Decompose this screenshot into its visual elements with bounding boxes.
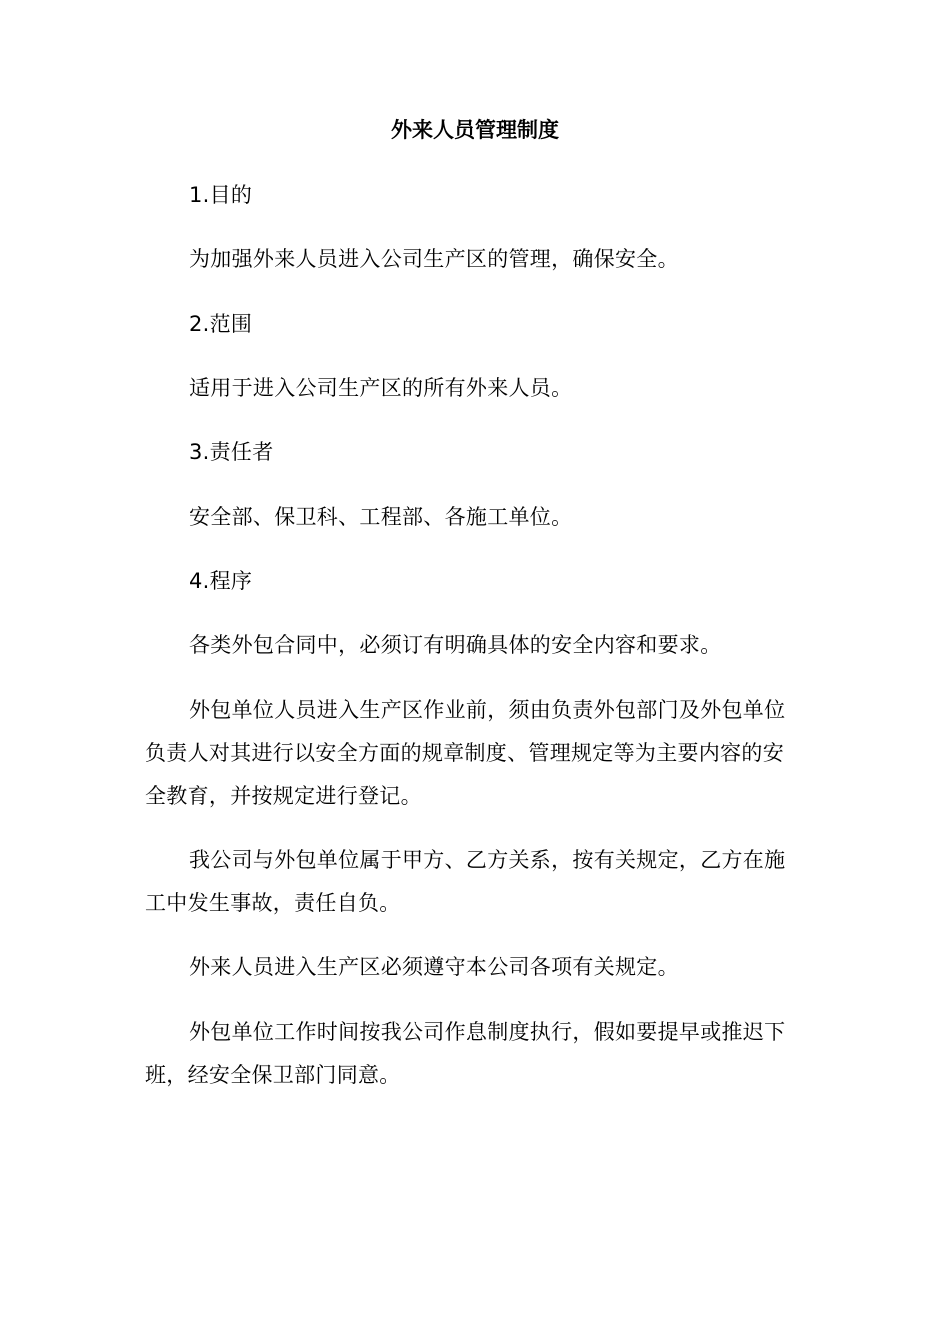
section-heading-scope: 2.范围 — [189, 312, 253, 336]
paragraph-procedure-5: 外包单位工作时间按我公司作息制度执行，假如要提早或推迟下班，经安全保卫部门同意。 — [145, 1020, 786, 1087]
paragraph-scope: 适用于进入公司生产区的所有外来人员。 — [189, 376, 573, 400]
section-heading-procedure: 4.程序 — [189, 569, 253, 593]
document-title: 外来人员管理制度 — [391, 118, 559, 142]
paragraph-procedure-4: 外来人员进入生产区必须遵守本公司各项有关规定。 — [189, 955, 679, 979]
paragraph-procedure-2: 外包单位人员进入生产区作业前，须由负责外包部门及外包单位负责人对其进行以安全方面的规章制度、管理规定等为主要内容的安全教育，并按规定进行登记。 — [145, 698, 786, 808]
paragraph-procedure-3: 我公司与外包单位属于甲方、乙方关系，按有关规定，乙方在施工中发生事故，责任自负。 — [145, 848, 786, 915]
section-heading-responsible: 3.责任者 — [189, 440, 274, 464]
paragraph-responsible: 安全部、保卫科、工程部、各施工单位。 — [189, 505, 573, 529]
paragraph-purpose: 为加强外来人员进入公司生产区的管理，确保安全。 — [189, 247, 679, 271]
section-heading-purpose: 1.目的 — [189, 183, 253, 207]
paragraph-procedure-1: 各类外包合同中，必须订有明确具体的安全内容和要求。 — [189, 633, 722, 657]
